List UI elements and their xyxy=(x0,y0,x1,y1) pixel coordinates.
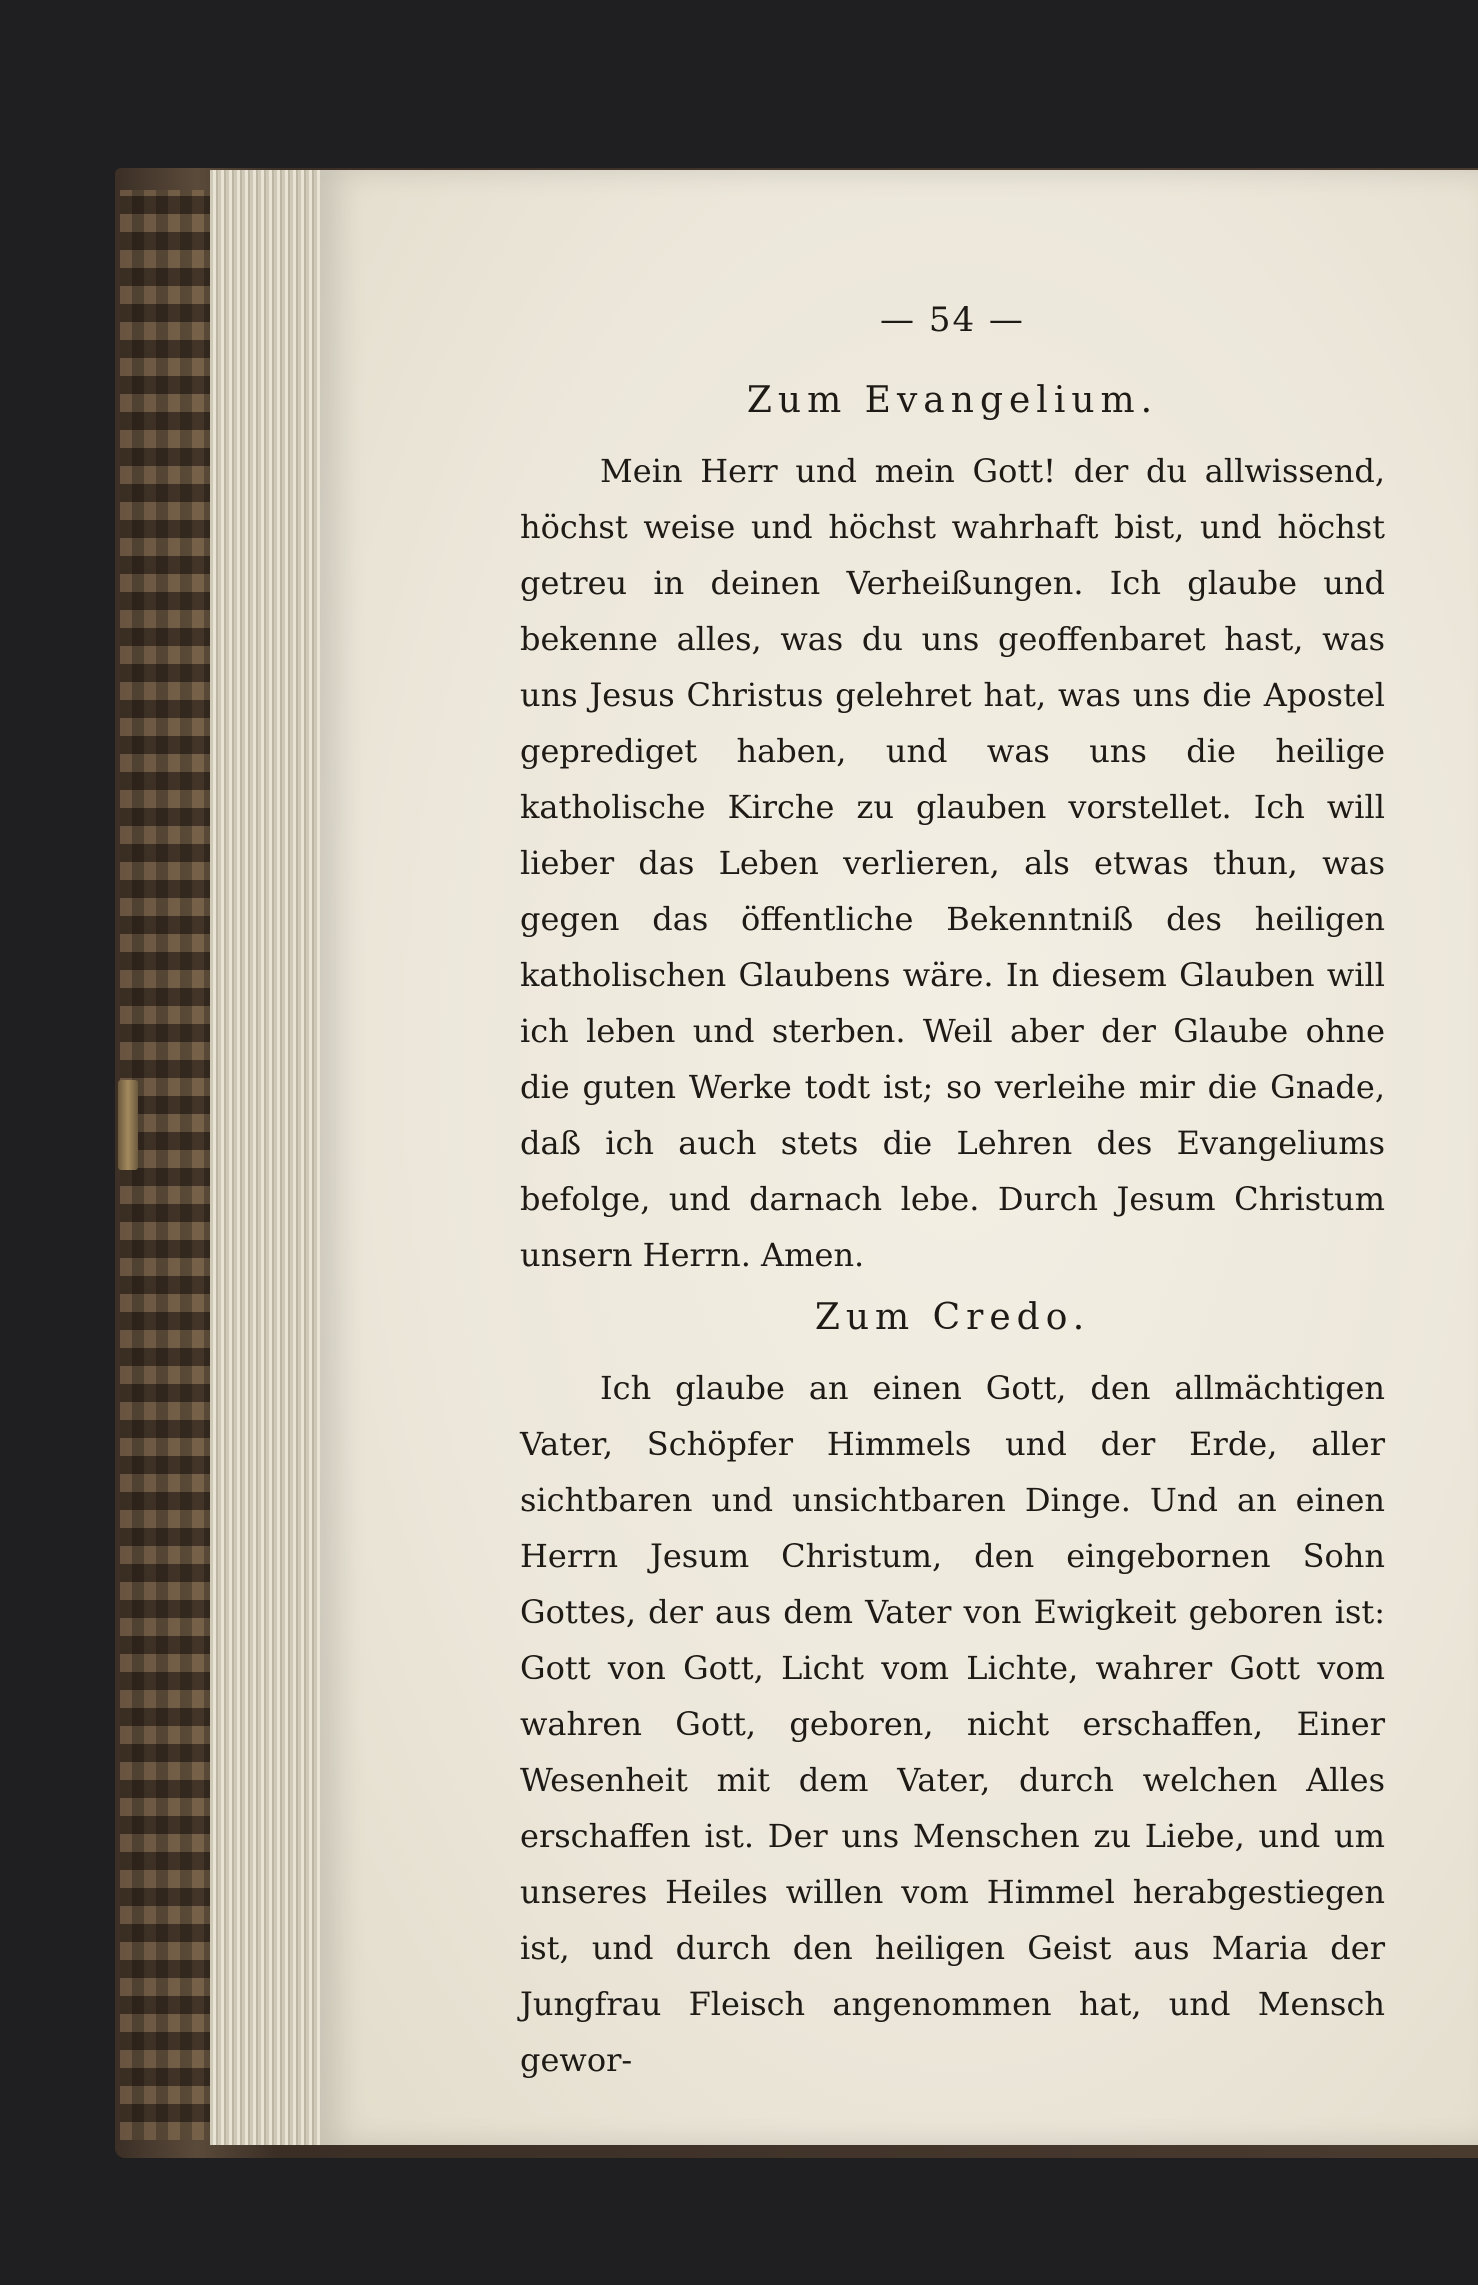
page-edges xyxy=(210,170,330,2145)
page-content xyxy=(520,300,1385,2102)
page-number: — 54 — xyxy=(880,300,1025,340)
section-heading-evangelium: Zum Evangelium. xyxy=(746,380,1159,421)
section-heading-credo: Zum Credo. xyxy=(814,1297,1091,1338)
paragraph-credo: Ich glaube an einen Gott, den allmächtigen Vater, Schöpfer Himmels und der Erde, aller sichtbaren und unsichtbaren Dinge. Und an einen Herrn Jesum Christum, den eingebornen Sohn Gottes, der aus dem Vater von Ewigkeit geboren ist: Gott von Gott, Licht vom Lichte, wahrer Gott vom wahren Gott, geboren, nicht erschaffen, Einer Wesenheit mit dem Vater, durch welchen Alles erschaffen ist. Der uns Menschen zu Liebe, und um unseres Heiles willen vom Himmel herabgestiegen ist, und durch den heiligen Geist aus Maria der Jungfrau Fleisch angenommen hat, und Mensch gewor- xyxy=(520,1369,1385,2079)
book-clasp xyxy=(118,1080,138,1170)
paragraph-evangelium: Mein Herr und mein Gott! der du allwissend, höchst weise und höchst wahrhaft bist, und höchst getreu in deinen Verheißungen. Ich glaube und bekenne alles, was du uns geoffenbaret hast, was uns Jesus Christus gelehret hat, was uns die Apostel geprediget haben, und was uns die heilige katholische Kirche zu glauben vorstellet. Ich will lieber das Leben verlieren, als etwas thun, was gegen das öffentliche Bekenntniß des heiligen katholischen Glaubens wäre. In diesem Glauben will ich leben und sterben. Weil aber der Glaube ohne die guten Werke todt ist; so verleihe mir die Gnade, daß ich auch stets die Lehren des Evangeliums befolge, und darnach lebe. Durch Jesum Christum unsern Herrn. Amen. xyxy=(520,452,1385,1274)
